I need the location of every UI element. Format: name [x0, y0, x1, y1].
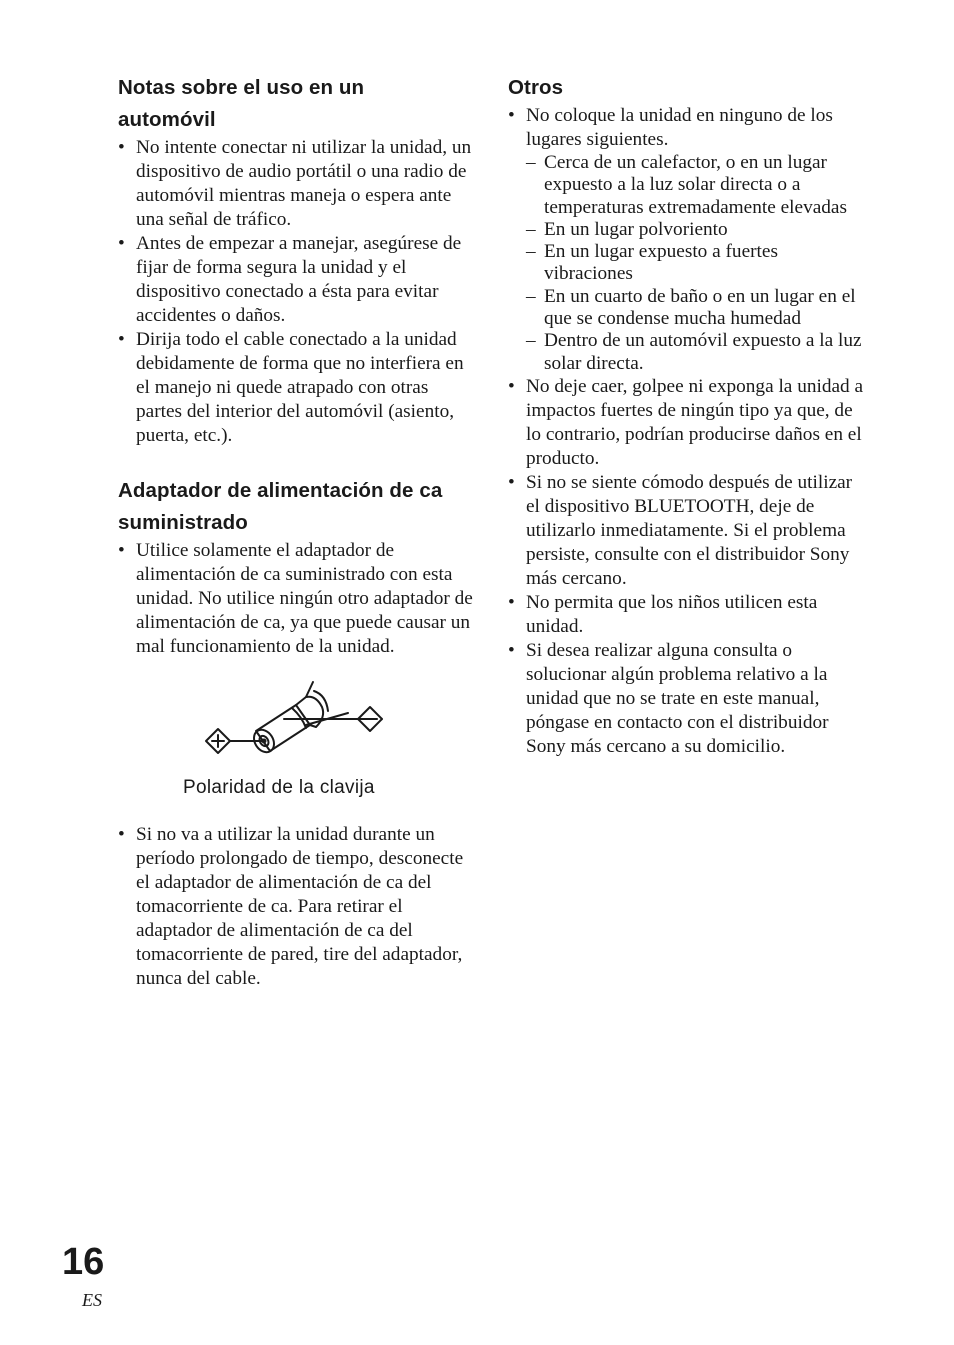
language-code: ES — [82, 1290, 102, 1310]
section-heading-car-use: Notas sobre el uso en un automóvil — [118, 76, 365, 131]
list-item: • Utilice solamente el adaptador de alimentación de ca suministrado con esta unidad. No utilice ningún otro adaptador de alimentación de ca, ya que puede causar un mal funcionamiento de la unidad. — [118, 539, 476, 659]
ac-adaptor-list — [118, 539, 476, 659]
list-item: • Dirija todo el cable conectado a la unidad debidamente de forma que no interfiera en el manejo ni quede atrapado con otras partes del interior del automóvil (asiento, puerta, etc.). — [118, 328, 476, 448]
section-heading-ac-adaptor: Adaptador de alimentación de ca suministrado — [118, 479, 443, 534]
sublist-item: – En un cuarto de baño o en un lugar en el que se condense mucha humedad — [526, 286, 864, 331]
list-item: • Si desea realizar alguna consulta o solucionar algún problema relativo a la unidad que no se trate en este manual, póngase en contacto con el distribuidor Sony más cercano a su domicilio. — [508, 639, 864, 759]
section-heading-others: Otros — [508, 76, 564, 99]
car-use-list — [118, 136, 476, 448]
list-item: • No coloque la unidad en ninguno de los lugares siguientes. – Cerca de un calefactor, o en un lugar expuesto a la luz solar directa o a temperaturas extremadamente elevadas – En un lugar polvoriento – En un lugar expuesto a fuertes vibraciones – En un cuarto de baño o en un lugar en el que se condense mucha humedad – Dentro de un automóvil expuesto a la luz solar directa. — [508, 104, 864, 375]
ac-adaptor-list-continued — [118, 823, 476, 991]
list-item: • Antes de empezar a manejar, asegúrese de fijar de forma segura la unidad y el dispositivo conectado a ésta para evitar accidentes o daños. — [118, 232, 476, 328]
list-item: • No intente conectar ni utilizar la unidad, un dispositivo de audio portátil o una radio de automóvil mientras maneja o espera ante una señal de tráfico. — [118, 136, 476, 232]
sublist-item: – En un lugar polvoriento — [526, 219, 864, 241]
plug-polarity-figure — [118, 673, 476, 823]
list-item: • Si no va a utilizar la unidad durante un período prolongado de tiempo, desconecte el adaptador de alimentación de ca del tomacorriente de ca. Para retirar el adaptador de alimentación de ca del tomacorriente de pared, tire del adaptador, nunca del cable. — [118, 823, 476, 991]
list-item: • Si no se siente cómodo después de utilizar el dispositivo BLUETOOTH, deje de utilizarlo inmediatamente. Si el problema persiste, consulte con el distribuidor Sony más cercano. — [508, 471, 864, 591]
locations-sublist — [526, 152, 864, 375]
others-list — [508, 104, 864, 759]
sublist-item: – Cerca de un calefactor, o en un lugar expuesto a la luz solar directa o a temperaturas extremadamente elevadas — [526, 152, 864, 219]
left-column — [118, 72, 476, 991]
list-item: • No permita que los niños utilicen esta unidad. — [508, 591, 864, 639]
plug-polarity-icon — [198, 673, 388, 763]
right-column — [508, 72, 864, 759]
page-number: 16 — [62, 1241, 105, 1283]
sublist-item: – Dentro de un automóvil expuesto a la luz solar directa. — [526, 330, 864, 375]
list-item: • No deje caer, golpee ni exponga la unidad a impactos fuertes de ningún tipo ya que, de lo contrario, podrían producirse daños en el producto. — [508, 375, 864, 471]
figure-caption: Polaridad de la clavija — [183, 777, 375, 798]
sublist-item: – En un lugar expuesto a fuertes vibraciones — [526, 241, 864, 286]
